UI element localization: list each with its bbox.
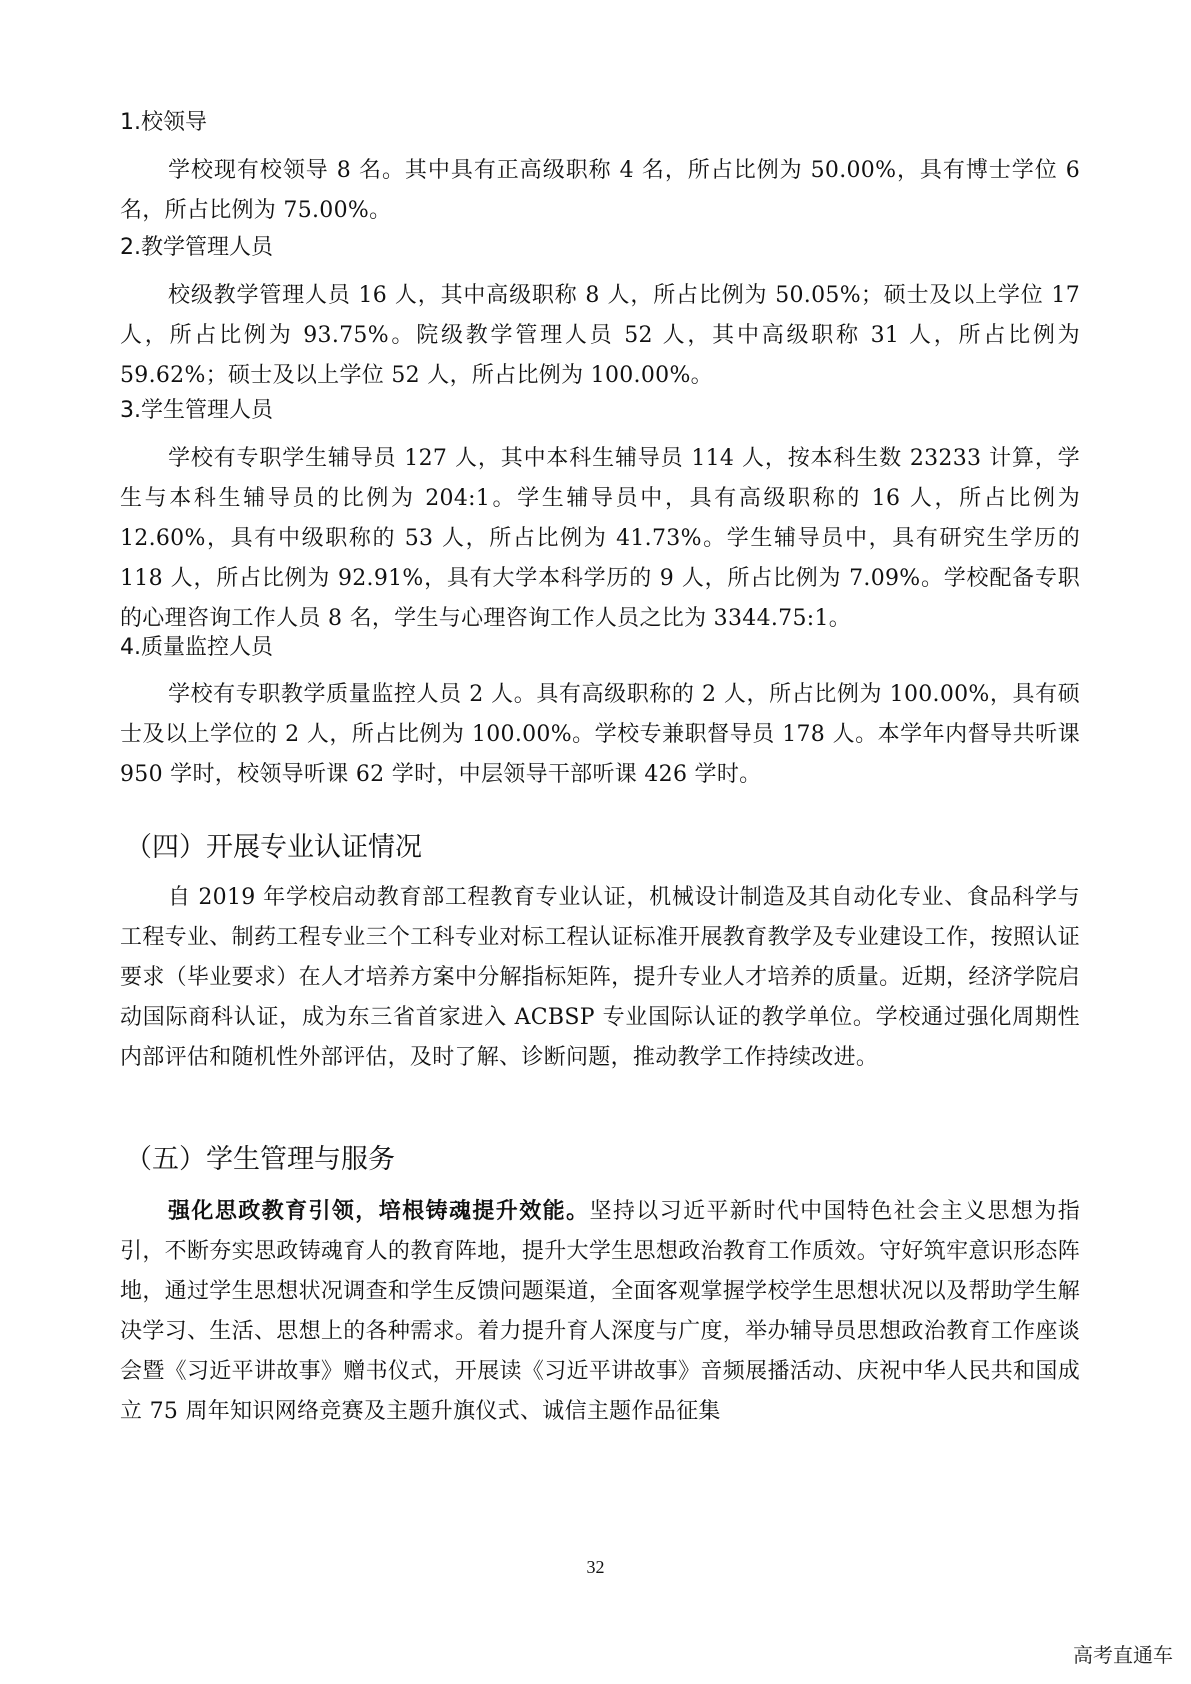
watermark: 高考直通车 <box>1073 1643 1173 1667</box>
lead-sentence: 强化思政教育引领，培根铸魂提升效能。 <box>168 1199 590 1224</box>
paragraph-student-admin: 学校有专职学生辅导员 127 人，其中本科生辅导员 114 人，按本科生数 23233 计算，学生与本科生辅导员的比例为 204:1。学生辅导员中，具有高级职称的 16 人，所占比例为 12.60%，具有中级职称的 53 人，所占比例为 41.73%。学生辅导员中，具有研究生学历的 118 人，所占比例为 92.91%，具有大学本科学历的 9 人，所占比例为 7.09%。学校配备专职的心理咨询工作人员 8 名，学生与心理咨询工作人员之比为 3344.75:1。 <box>120 446 1080 631</box>
heading-teaching-admin: 2.教学管理人员 <box>120 235 273 260</box>
paragraph-teaching-admin: 校级教学管理人员 16 人，其中高级职称 8 人，所占比例为 50.05%；硕士及以上学位 17 人，所占比例为 93.75%。院级教学管理人员 52 人，其中高级职称 31 人，所占比例为 59.62%；硕士及以上学位 52 人，所占比例为 100.00%。 <box>120 283 1080 388</box>
heading-certification: （四）开展专业认证情况 <box>125 832 422 863</box>
paragraph-certification: 自 2019 年学校启动教育部工程教育专业认证，机械设计制造及其自动化专业、食品科学与工程专业、制药工程专业三个工科专业对标工程认证标准开展教育教学及专业建设工作，按照认证要求（毕业要求）在人才培养方案中分解指标矩阵，提升专业人才培养的质量。近期，经济学院启动国际商科认证，成为东三省首家进入 ACBSP 专业国际认证的教学单位。学校通过强化周期性内部评估和随机性外部评估，及时了解、诊断问题，推动教学工作持续改进。 <box>120 885 1080 1070</box>
heading-student-services: （五）学生管理与服务 <box>125 1144 395 1175</box>
paragraph-school-leaders: 学校现有校领导 8 名。其中具有正高级职称 4 名，所占比例为 50.00%，具有博士学位 6 名，所占比例为 75.00%。 <box>120 158 1080 223</box>
paragraph-student-services <box>120 1192 1080 1432</box>
paragraph-body: 坚持以习近平新时代中国特色社会主义思想为指引，不断夯实思政铸魂育人的教育阵地，提升大学生思想政治教育工作质效。守好筑牢意识形态阵地，通过学生思想状况调查和学生反馈问题渠道，全面客观掌握学校学生思想状况以及帮助学生解决学习、生活、思想上的各种需求。着力提升育人深度与广度，举办辅导员思想政治教育工作座谈会暨《习近平讲故事》赠书仪式，开展读《习近平讲故事》音频展播活动、庆祝中华人民共和国成立 75 周年知识网络竞赛及主题升旗仪式、诚信主题作品征集 <box>120 1199 1080 1424</box>
heading-school-leaders: 1.校领导 <box>120 110 207 135</box>
page-number: 32 <box>586 1557 605 1577</box>
paragraph-quality-monitor: 学校有专职教学质量监控人员 2 人。具有高级职称的 2 人，所占比例为 100.00%，具有硕士及以上学位的 2 人，所占比例为 100.00%。学校专兼职督导员 178 人。本学年内督导共听课 950 学时，校领导听课 62 学时，中层领导干部听课 426 学时。 <box>120 682 1080 787</box>
heading-quality-monitor: 4.质量监控人员 <box>120 635 273 660</box>
heading-student-admin: 3.学生管理人员 <box>120 398 273 423</box>
